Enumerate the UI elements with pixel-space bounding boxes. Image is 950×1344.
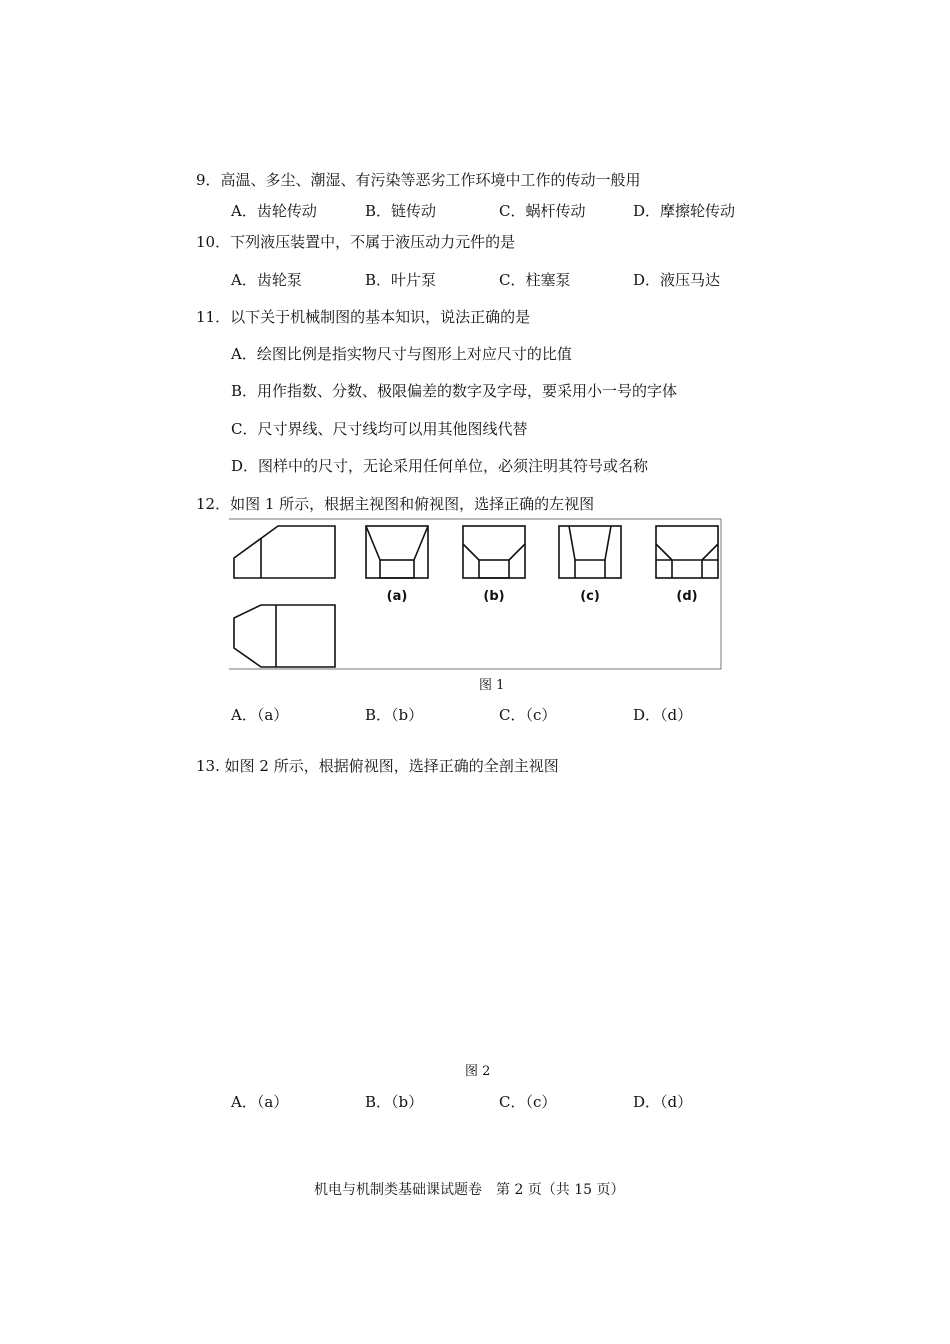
q9-option-d: D．摩擦轮传动 <box>633 202 736 220</box>
q9-option-a: A．齿轮传动 <box>231 202 317 220</box>
q11-option-d: D．图样中的尺寸，无论采用任何单位，必须注明其符号或名称 <box>231 457 649 475</box>
q12-option-d: D．（d） <box>633 706 693 724</box>
left-view-option-b <box>463 526 525 578</box>
q11-stem: 11．以下关于机械制图的基本知识，说法正确的是 <box>196 308 531 326</box>
q13-option-c: C．（c） <box>499 1093 557 1111</box>
top-view <box>234 605 335 667</box>
figure-2-caption: 图 2 <box>465 1064 491 1079</box>
q10-option-c: C．柱塞泵 <box>499 271 571 289</box>
q12-option-b: B．（b） <box>365 706 424 724</box>
left-view-option-d <box>656 526 718 578</box>
front-view <box>234 526 335 578</box>
fig1-label-a: (a) <box>386 589 408 604</box>
q12-stem: 12．如图 1 所示，根据主视图和俯视图，选择正确的左视图 <box>196 495 595 513</box>
figure-1-caption: 图 1 <box>479 678 505 693</box>
q12-option-c: C．（c） <box>499 706 557 724</box>
q11-option-a: A．绘图比例是指实物尺寸与图形上对应尺寸的比值 <box>231 345 572 363</box>
fig1-label-d: (d) <box>676 589 698 604</box>
q10-option-a: A．齿轮泵 <box>231 271 302 289</box>
q13-option-a: A．（a） <box>231 1093 289 1111</box>
fig1-label-c: (c) <box>580 589 600 604</box>
page-footer: 机电与机制类基础课试题卷 第 2 页（共 15 页） <box>314 1182 625 1198</box>
q12-option-a: A．（a） <box>231 706 289 724</box>
q9-option-b: B．链传动 <box>365 202 437 220</box>
q13-option-b: B．（b） <box>365 1093 424 1111</box>
q11-option-b: B．用作指数、分数、极限偏差的数字及字母，要采用小一号的字体 <box>231 382 678 400</box>
left-view-option-a <box>366 526 428 578</box>
q13-stem: 13. 如图 2 所示，根据俯视图，选择正确的全剖主视图 <box>196 757 559 775</box>
q9-option-c: C．蜗杆传动 <box>499 202 586 220</box>
left-view-option-c <box>559 526 621 578</box>
q13-option-d: D．（d） <box>633 1093 693 1111</box>
q11-option-c: C．尺寸界线、尺寸线均可以用其他图线代替 <box>231 420 528 438</box>
figure-1 <box>229 518 723 671</box>
q10-option-d: D．液压马达 <box>633 271 721 289</box>
q10-option-b: B．叶片泵 <box>365 271 437 289</box>
q9-stem: 9．高温、多尘、潮湿、有污染等恶劣工作环境中工作的传动一般用 <box>196 171 641 189</box>
fig1-label-b: (b) <box>483 589 505 604</box>
q10-stem: 10．下列液压装置中，不属于液压动力元件的是 <box>196 233 516 251</box>
